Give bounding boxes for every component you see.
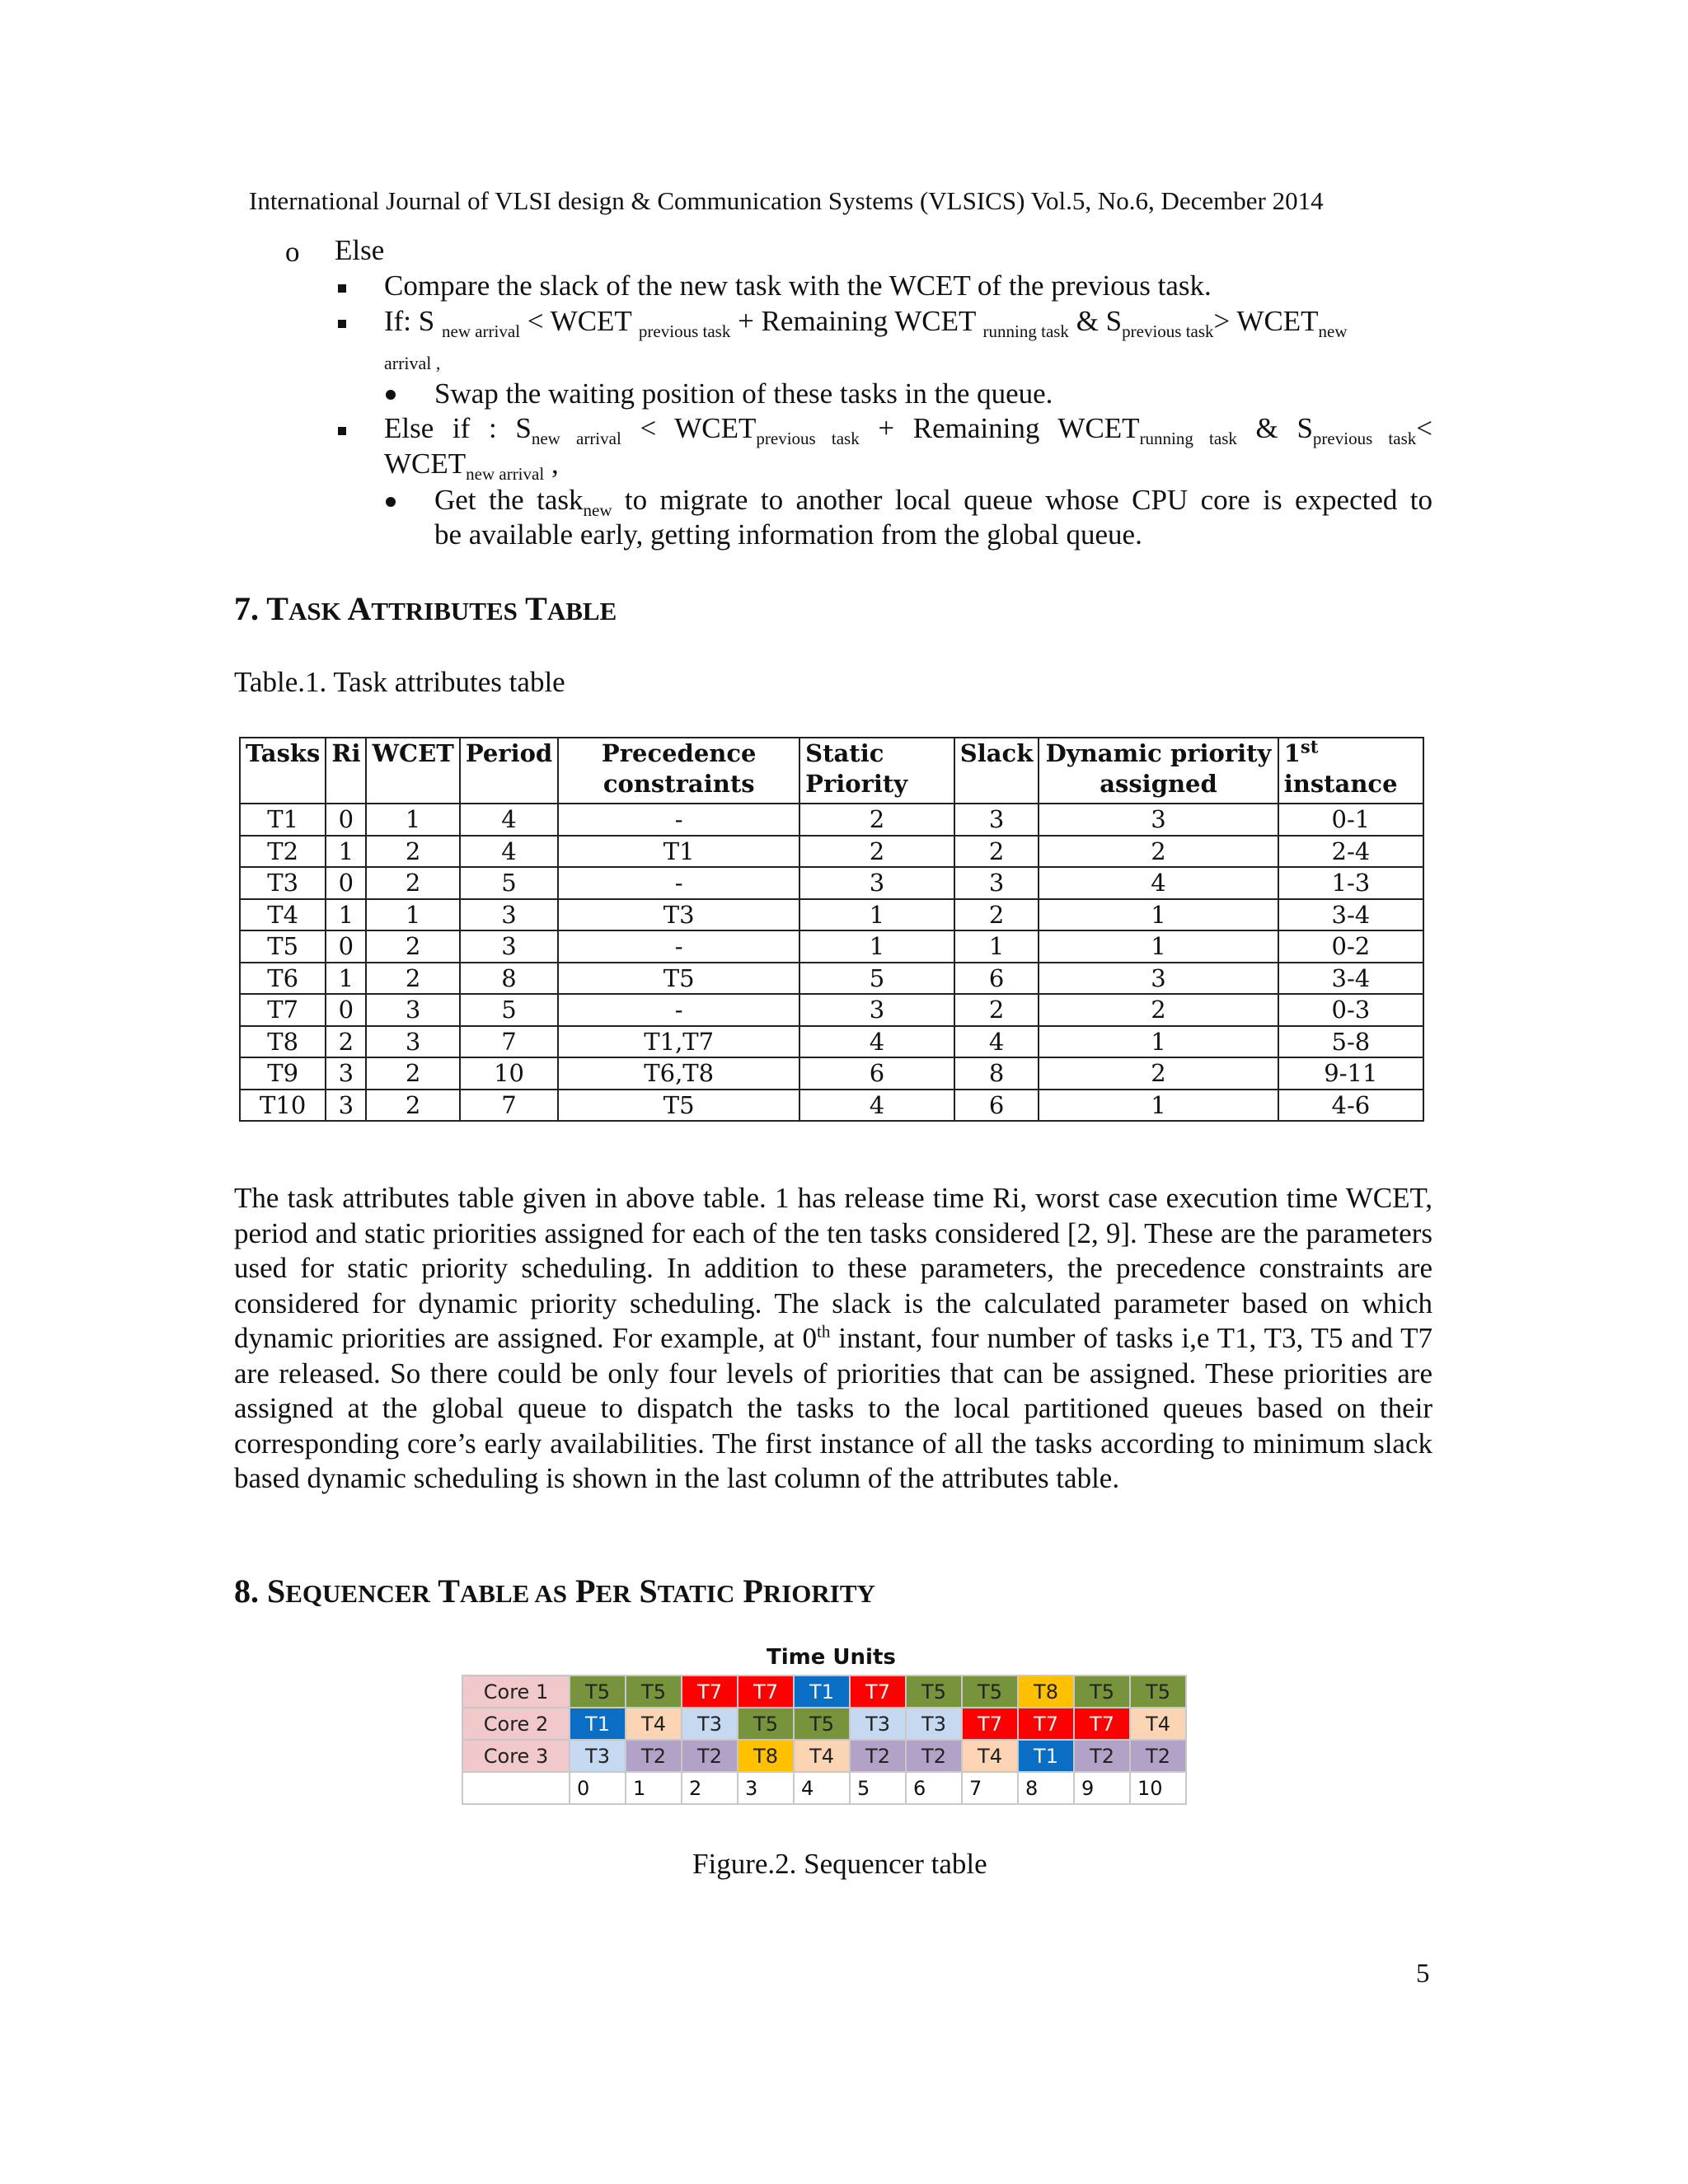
table-cell: 1 <box>1039 930 1278 963</box>
attr-table-body <box>240 804 1423 1121</box>
table-cell: 2 <box>366 867 459 899</box>
table-cell: 4 <box>954 1026 1039 1058</box>
table-cell: 1 <box>1039 1026 1278 1058</box>
table-cell: 1 <box>1039 1090 1278 1122</box>
sequencer-cell: T1 <box>1018 1740 1074 1772</box>
sequencer-cell: T7 <box>738 1675 794 1708</box>
square-bullet-2 <box>338 317 346 332</box>
sequencer-cell: T2 <box>1130 1740 1186 1772</box>
table-cell: 3 <box>366 994 459 1026</box>
table-cell: 3 <box>460 899 558 931</box>
sequencer-cell: T2 <box>906 1740 962 1772</box>
table-cell: 2 <box>799 804 954 836</box>
sequencer-cell: T3 <box>906 1708 962 1740</box>
time-unit-label: 4 <box>794 1772 850 1804</box>
table-cell: 2 <box>366 930 459 963</box>
table-cell: T3 <box>240 867 326 899</box>
body-paragraph: The task attributes table given in above table. 1 has release time Ri, worst case execution time WCET, period and static priorities assigned for each of the ten tasks considered [2, 9]. These are the parameters used for static priority scheduling. In addition to these parameters, the precedence constraints are considered for dynamic priority scheduling. The slack is the calculated parameter based on which dynamic priorities are assigned. For example, at 0th instant, four number of tasks i,e T1, T3, T5 and T7 are released. So there could be only four levels of priorities that can be assigned. These priorities are assigned at the global queue to dispatch the tasks to the local partitioned queues based on their corresponding core’s early availabilities. The first instance of all the tasks according to minimum slack based dynamic scheduling is shown in the last column of the attributes table. <box>234 1182 1432 1494</box>
time-unit-label: 6 <box>906 1772 962 1804</box>
table-cell: 4-6 <box>1278 1090 1423 1122</box>
sequencer-row <box>462 1708 1186 1740</box>
table-cell: 2 <box>1039 836 1278 868</box>
else-if-line: Else if : $S_{new arrival}$ < $WCET_{previous task}$ + Remaining $WCET_{running task}$ & $S_{previous task}<$ <box>384 412 1432 448</box>
th-wcet: WCET <box>366 738 459 804</box>
sequencer-cell: T3 <box>682 1708 738 1740</box>
table-cell: T1 <box>240 804 326 836</box>
core-label: Core 2 <box>462 1708 570 1740</box>
sequencer-cell: T7 <box>1018 1708 1074 1740</box>
table-cell: 3 <box>366 1026 459 1058</box>
table-cell: 8 <box>954 1057 1039 1090</box>
table-cell: 3 <box>799 994 954 1026</box>
th-slack: Slack <box>954 738 1039 804</box>
th-ri: Ri <box>326 738 366 804</box>
sequencer-title: Time Units <box>767 1645 896 1670</box>
table-cell: T6 <box>240 963 326 995</box>
table-cell: 1 <box>799 899 954 931</box>
table-cell: 3-4 <box>1278 899 1423 931</box>
table-cell: 2 <box>954 836 1039 868</box>
if-condition-cont: arrival , <box>384 353 441 373</box>
sequencer-cell: T7 <box>1074 1708 1130 1740</box>
page-number: 5 <box>1416 1959 1430 1989</box>
blank-cell <box>462 1772 570 1804</box>
th-tasks: Tasks <box>240 738 326 804</box>
dot-bullet-2 <box>386 496 396 511</box>
sequencer-cell: T5 <box>794 1708 850 1740</box>
if-condition-line: If: S $_{new arrival}$ < WCET $_{previous task}$ + Remaining WCET $_{running task}$ & $S_{previous task}>$ $WCET_{new}$ <box>384 305 1348 341</box>
sequencer-cell: T2 <box>850 1740 906 1772</box>
table-cell: T10 <box>240 1090 326 1122</box>
sequencer-cell: T5 <box>1130 1675 1186 1708</box>
sequencer-cell: T5 <box>738 1708 794 1740</box>
sequencer-cell: T8 <box>1018 1675 1074 1708</box>
table-cell: 3 <box>1039 804 1278 836</box>
core-label: Core 1 <box>462 1675 570 1708</box>
sequencer-cell: T2 <box>1074 1740 1130 1772</box>
table-row <box>240 994 1423 1026</box>
th-period: Period <box>460 738 558 804</box>
sequencer-cell: T8 <box>738 1740 794 1772</box>
table-cell: 0-2 <box>1278 930 1423 963</box>
table-cell: 1-3 <box>1278 867 1423 899</box>
table-cell: 1 <box>326 836 366 868</box>
table-cell: 5 <box>799 963 954 995</box>
table-cell: 2 <box>954 994 1039 1026</box>
table-cell: 3 <box>954 804 1039 836</box>
table-cell: 2 <box>799 836 954 868</box>
sequencer-cell: T7 <box>850 1675 906 1708</box>
table-cell: 1 <box>326 963 366 995</box>
table-cell: T6,T8 <box>558 1057 799 1090</box>
sequencer-row <box>462 1675 1186 1708</box>
sequencer-table <box>462 1675 1187 1805</box>
table-row <box>240 836 1423 868</box>
table-cell: 3 <box>954 867 1039 899</box>
table-cell: 10 <box>460 1057 558 1090</box>
th-precedence: Precedence constraints <box>558 738 799 804</box>
migrate-line-2: be available early, getting information from the global queue. <box>434 518 1142 551</box>
square-bullet-3 <box>338 424 346 439</box>
table1-caption: Table.1. Task attributes table <box>234 666 565 698</box>
table-cell: 3 <box>460 930 558 963</box>
table-cell: 4 <box>460 836 558 868</box>
table-cell: 1 <box>954 930 1039 963</box>
dot-bullet-1 <box>386 389 396 404</box>
compare-line: Compare the slack of the new task with the WCET of the previous task. <box>384 269 1212 302</box>
sequencer-cell: T5 <box>962 1675 1018 1708</box>
time-unit-label: 1 <box>626 1772 682 1804</box>
table-cell: 3 <box>326 1057 366 1090</box>
core-label: Core 3 <box>462 1740 570 1772</box>
table-cell: 1 <box>366 804 459 836</box>
time-units-row <box>462 1772 1186 1804</box>
journal-header: International Journal of VLSI design & Communication Systems (VLSICS) Vol.5, No.6, December 2014 <box>249 186 1324 215</box>
table-cell: T1,T7 <box>558 1026 799 1058</box>
sequencer-cell: T2 <box>626 1740 682 1772</box>
swap-line: Swap the waiting position of these tasks in the queue. <box>434 377 1053 410</box>
square-bullet-1 <box>338 282 346 297</box>
table-cell: 2 <box>1039 994 1278 1026</box>
table-cell: 3-4 <box>1278 963 1423 995</box>
sequencer-cell: T7 <box>962 1708 1018 1740</box>
else-if-cont: $WCET_{new arrival}$ , <box>384 448 559 484</box>
table-cell: 4 <box>799 1026 954 1058</box>
table-cell: 2 <box>326 1026 366 1058</box>
sequencer-cell: T5 <box>906 1675 962 1708</box>
table-cell: 9-11 <box>1278 1057 1423 1090</box>
section-7-heading: 7. TASK ATTRIBUTES TABLE <box>234 590 617 627</box>
sequencer-cell: T5 <box>570 1675 626 1708</box>
table-cell: T2 <box>240 836 326 868</box>
time-unit-label: 9 <box>1074 1772 1130 1804</box>
sequencer-cell: T4 <box>962 1740 1018 1772</box>
th-dynamic-priority: Dynamic priority assigned <box>1039 738 1278 804</box>
figure2-caption: Figure.2. Sequencer table <box>692 1848 987 1880</box>
sequencer-cell: T3 <box>850 1708 906 1740</box>
table-cell: 4 <box>799 1090 954 1122</box>
else-line: Else <box>335 234 385 266</box>
table-cell: 6 <box>954 963 1039 995</box>
sequencer-row <box>462 1740 1186 1772</box>
table-cell: 0 <box>326 994 366 1026</box>
table-cell: T9 <box>240 1057 326 1090</box>
table-cell: 0 <box>326 867 366 899</box>
sequencer-cell: T4 <box>626 1708 682 1740</box>
table-cell: 8 <box>460 963 558 995</box>
table-cell: 3 <box>326 1090 366 1122</box>
table-cell: 2 <box>954 899 1039 931</box>
table-cell: 7 <box>460 1090 558 1122</box>
table-cell: 3 <box>799 867 954 899</box>
table-cell: 2 <box>366 963 459 995</box>
table-cell: T5 <box>558 1090 799 1122</box>
table-cell: 7 <box>460 1026 558 1058</box>
table-cell: 5 <box>460 867 558 899</box>
table-cell: 2 <box>1039 1057 1278 1090</box>
sequencer-cell: T7 <box>682 1675 738 1708</box>
table-cell: T3 <box>558 899 799 931</box>
task-attributes-table <box>239 737 1424 1122</box>
table-cell: 2-4 <box>1278 836 1423 868</box>
table-row <box>240 867 1423 899</box>
table-row <box>240 1026 1423 1058</box>
migrate-line-1: Get the task$_{new}$ to migrate to another local queue whose CPU core is expected to <box>434 484 1432 520</box>
time-unit-label: 10 <box>1130 1772 1186 1804</box>
sequencer-cell: T2 <box>682 1740 738 1772</box>
table-cell: 0-1 <box>1278 804 1423 836</box>
table-cell: - <box>558 930 799 963</box>
table-row <box>240 963 1423 995</box>
table-cell: T5 <box>240 930 326 963</box>
time-unit-label: 8 <box>1018 1772 1074 1804</box>
table-cell: T4 <box>240 899 326 931</box>
sequencer-cell: T4 <box>794 1740 850 1772</box>
sequencer-cell: T1 <box>570 1708 626 1740</box>
table-cell: T5 <box>558 963 799 995</box>
table-row <box>240 1090 1423 1122</box>
table-cell: 2 <box>366 1090 459 1122</box>
table-cell: 0 <box>326 804 366 836</box>
table-cell: T8 <box>240 1026 326 1058</box>
sequencer-cell: T4 <box>1130 1708 1186 1740</box>
time-unit-label: 5 <box>850 1772 906 1804</box>
table-cell: 1 <box>1039 899 1278 931</box>
time-unit-label: 7 <box>962 1772 1018 1804</box>
table-cell: T1 <box>558 836 799 868</box>
table-cell: 1 <box>799 930 954 963</box>
table-cell: 1 <box>326 899 366 931</box>
table-cell: 4 <box>1039 867 1278 899</box>
th-first-instance: 1st instance <box>1278 738 1423 804</box>
table-cell: 6 <box>954 1090 1039 1122</box>
table-cell: 2 <box>366 1057 459 1090</box>
table-row <box>240 899 1423 931</box>
table-cell: 3 <box>1039 963 1278 995</box>
table-cell: 0-3 <box>1278 994 1423 1026</box>
table-row <box>240 930 1423 963</box>
bullet-circle: o <box>285 236 300 268</box>
table-cell: 5-8 <box>1278 1026 1423 1058</box>
table-cell: - <box>558 867 799 899</box>
sequencer-cell: T5 <box>1074 1675 1130 1708</box>
sequencer-cell: T5 <box>626 1675 682 1708</box>
table-cell: 1 <box>366 899 459 931</box>
table-row <box>240 1057 1423 1090</box>
table-cell: - <box>558 994 799 1026</box>
table-row <box>240 804 1423 836</box>
sequencer-cell: T3 <box>570 1740 626 1772</box>
time-unit-label: 0 <box>570 1772 626 1804</box>
table-cell: 2 <box>366 836 459 868</box>
table-cell: 5 <box>460 994 558 1026</box>
time-unit-label: 2 <box>682 1772 738 1804</box>
table-cell: T7 <box>240 994 326 1026</box>
th-static-priority: Static Priority <box>799 738 954 804</box>
section-8-heading: 8. SEQUENCER TABLE AS PER STATIC PRIORITY <box>234 1572 875 1610</box>
table-cell: 4 <box>460 804 558 836</box>
table-cell: 0 <box>326 930 366 963</box>
sequencer-cell: T1 <box>794 1675 850 1708</box>
table-cell: - <box>558 804 799 836</box>
time-unit-label: 3 <box>738 1772 794 1804</box>
table-cell: 6 <box>799 1057 954 1090</box>
sequencer-body <box>462 1675 1186 1804</box>
